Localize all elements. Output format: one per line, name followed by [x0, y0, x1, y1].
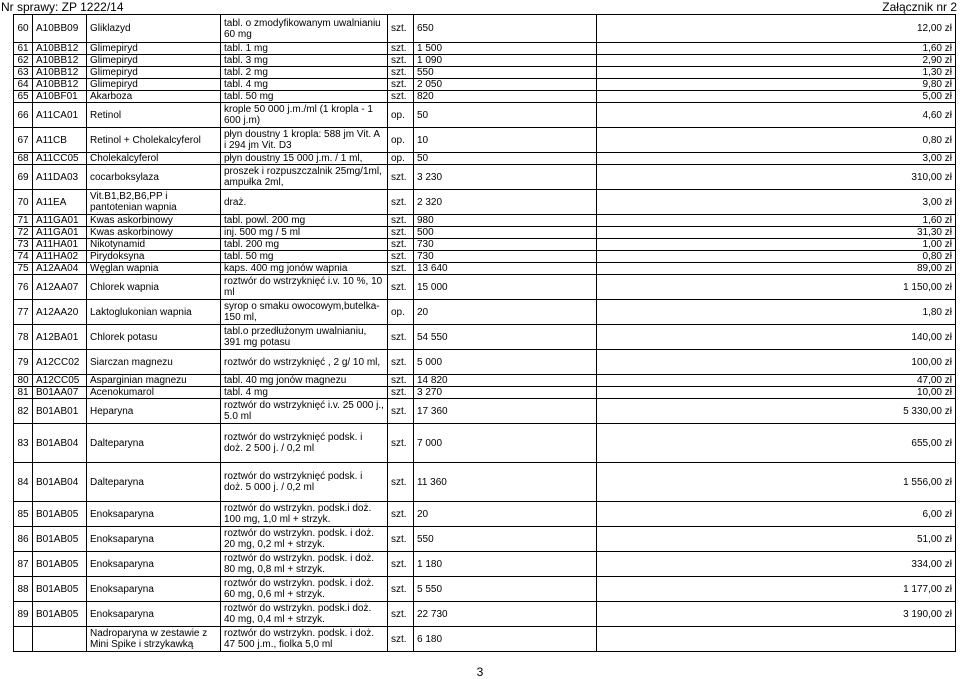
- table-row: [14, 627, 956, 652]
- drug-name-cell: Enoksaparyna: [87, 577, 221, 602]
- unit-cell: szt.: [388, 424, 414, 463]
- table-row: [14, 79, 956, 91]
- table-row: [14, 103, 956, 128]
- drug-name-cell: Retinol + Cholekalcyferol: [87, 128, 221, 153]
- unit-cell: szt.: [388, 602, 414, 627]
- table-row: [14, 602, 956, 627]
- row-number-cell: 76: [14, 275, 33, 300]
- unit-price-cell: 100,00 zł: [597, 350, 956, 375]
- drug-name-cell: Enoksaparyna: [87, 552, 221, 577]
- row-number-cell: 77: [14, 300, 33, 325]
- drug-name-cell: Glimepiryd: [87, 55, 221, 67]
- quantity-cell: 730: [414, 239, 597, 251]
- drug-form-cell: płyn doustny 15 000 j.m. / 1 ml,: [221, 153, 388, 165]
- table-body: [14, 15, 956, 652]
- row-number-cell: 65: [14, 91, 33, 103]
- drug-name-cell: Dalteparyna: [87, 463, 221, 502]
- unit-price-cell: 310,00 zł: [597, 165, 956, 190]
- row-number-cell: 63: [14, 67, 33, 79]
- unit-cell: szt.: [388, 463, 414, 502]
- unit-price-cell: [597, 627, 956, 652]
- drug-form-cell: tabl. 4 mg: [221, 387, 388, 399]
- drug-form-cell: tabl. 4 mg: [221, 79, 388, 91]
- drug-form-cell: roztwór do wstrzyknięć i.v. 10 %, 10 ml: [221, 275, 388, 300]
- drug-form-cell: tabl.o przedłużonym uwalnianiu, 391 mg potasu: [221, 325, 388, 350]
- table-row: [14, 527, 956, 552]
- atc-code-cell: A12AA20: [33, 300, 87, 325]
- unit-cell: szt.: [388, 239, 414, 251]
- atc-code-cell: B01AB01: [33, 399, 87, 424]
- unit-price-cell: 1,30 zł: [597, 67, 956, 79]
- quantity-cell: 7 000: [414, 424, 597, 463]
- quantity-cell: 10: [414, 128, 597, 153]
- atc-code-cell: A11EA: [33, 190, 87, 215]
- drug-name-cell: Enoksaparyna: [87, 527, 221, 552]
- unit-price-cell: 4,60 zł: [597, 103, 956, 128]
- unit-cell: szt.: [388, 502, 414, 527]
- quantity-cell: 3 230: [414, 165, 597, 190]
- quantity-cell: 17 360: [414, 399, 597, 424]
- unit-price-cell: 6,00 zł: [597, 502, 956, 527]
- table-row: [14, 300, 956, 325]
- atc-code-cell: A12AA07: [33, 275, 87, 300]
- drug-form-cell: tabl. 50 mg: [221, 251, 388, 263]
- drug-form-cell: roztwór do wstrzyknięć podsk. i doż. 2 500 j. / 0,2 ml: [221, 424, 388, 463]
- quantity-cell: 980: [414, 215, 597, 227]
- unit-cell: szt.: [388, 251, 414, 263]
- atc-code-cell: B01AB04: [33, 424, 87, 463]
- unit-cell: szt.: [388, 325, 414, 350]
- drug-name-cell: Kwas askorbinowy: [87, 215, 221, 227]
- unit-cell: szt.: [388, 375, 414, 387]
- unit-cell: szt.: [388, 43, 414, 55]
- atc-code-cell: A12BA01: [33, 325, 87, 350]
- quantity-cell: 1 090: [414, 55, 597, 67]
- quantity-cell: 730: [414, 251, 597, 263]
- quantity-cell: 1 180: [414, 552, 597, 577]
- table-row: [14, 15, 956, 43]
- drug-name-cell: Węglan wapnia: [87, 263, 221, 275]
- quantity-cell: 6 180: [414, 627, 597, 652]
- quantity-cell: 650: [414, 15, 597, 43]
- row-number-cell: 62: [14, 55, 33, 67]
- table-row: [14, 91, 956, 103]
- quantity-cell: 820: [414, 91, 597, 103]
- row-number-cell: 61: [14, 43, 33, 55]
- unit-price-cell: 0,80 zł: [597, 251, 956, 263]
- quantity-cell: 1 500: [414, 43, 597, 55]
- unit-price-cell: 0,80 zł: [597, 128, 956, 153]
- atc-code-cell: B01AB05: [33, 577, 87, 602]
- row-number-cell: 60: [14, 15, 33, 43]
- drug-form-cell: roztwór do wstrzyknięć podsk. i doż. 5 000 j. / 0,2 ml: [221, 463, 388, 502]
- drug-name-cell: Chlorek potasu: [87, 325, 221, 350]
- table-row: [14, 67, 956, 79]
- table-row: [14, 552, 956, 577]
- unit-cell: szt.: [388, 627, 414, 652]
- unit-price-cell: 89,00 zł: [597, 263, 956, 275]
- drug-form-cell: roztwór do wstrzykn. podsk. i doż. 80 mg, 0,8 ml + strzyk.: [221, 552, 388, 577]
- drug-name-cell: Glimepiryd: [87, 79, 221, 91]
- drug-name-cell: Enoksaparyna: [87, 502, 221, 527]
- drug-form-cell: inj. 500 mg / 5 ml: [221, 227, 388, 239]
- unit-cell: op.: [388, 300, 414, 325]
- row-number-cell: 71: [14, 215, 33, 227]
- drug-name-cell: cocarboksylaza: [87, 165, 221, 190]
- row-number-cell: 80: [14, 375, 33, 387]
- unit-price-cell: 1,60 zł: [597, 215, 956, 227]
- table-row: [14, 215, 956, 227]
- row-number-cell: 85: [14, 502, 33, 527]
- table-row: [14, 399, 956, 424]
- table-row: [14, 227, 956, 239]
- atc-code-cell: B01AB05: [33, 602, 87, 627]
- unit-price-cell: 12,00 zł: [597, 15, 956, 43]
- atc-code-cell: A11CB: [33, 128, 87, 153]
- unit-cell: szt.: [388, 165, 414, 190]
- drug-form-cell: tabl. powl. 200 mg: [221, 215, 388, 227]
- unit-price-cell: 47,00 zł: [597, 375, 956, 387]
- drug-name-cell: Enoksaparyna: [87, 602, 221, 627]
- row-number-cell: 69: [14, 165, 33, 190]
- atc-code-cell: A10BB09: [33, 15, 87, 43]
- page-number: 3: [476, 665, 484, 679]
- drug-name-cell: Asparginian magnezu: [87, 375, 221, 387]
- quantity-cell: 11 360: [414, 463, 597, 502]
- drug-form-cell: draż.: [221, 190, 388, 215]
- row-number-cell: 74: [14, 251, 33, 263]
- atc-code-cell: B01AB05: [33, 502, 87, 527]
- table-row: [14, 43, 956, 55]
- drug-form-cell: kaps. 400 mg jonów wapnia: [221, 263, 388, 275]
- quantity-cell: 22 730: [414, 602, 597, 627]
- quantity-cell: 20: [414, 300, 597, 325]
- medicines-table: [13, 14, 956, 652]
- drug-name-cell: Dalteparyna: [87, 424, 221, 463]
- table-row: [14, 165, 956, 190]
- row-number-cell: 79: [14, 350, 33, 375]
- unit-price-cell: 5 330,00 zł: [597, 399, 956, 424]
- unit-cell: szt.: [388, 79, 414, 91]
- drug-name-cell: Siarczan magnezu: [87, 350, 221, 375]
- drug-name-cell: Glimepiryd: [87, 67, 221, 79]
- quantity-cell: 2 050: [414, 79, 597, 91]
- table-row: [14, 275, 956, 300]
- unit-price-cell: 1,80 zł: [597, 300, 956, 325]
- drug-name-cell: Gliklazyd: [87, 15, 221, 43]
- drug-name-cell: Glimepiryd: [87, 43, 221, 55]
- drug-name-cell: Nikotynamid: [87, 239, 221, 251]
- atc-code-cell: A10BB12: [33, 55, 87, 67]
- atc-code-cell: B01AB04: [33, 463, 87, 502]
- unit-cell: szt.: [388, 55, 414, 67]
- table-row: [14, 128, 956, 153]
- table-row: [14, 325, 956, 350]
- unit-cell: szt.: [388, 215, 414, 227]
- unit-price-cell: 9,80 zł: [597, 79, 956, 91]
- quantity-cell: 13 640: [414, 263, 597, 275]
- unit-price-cell: 5,00 zł: [597, 91, 956, 103]
- quantity-cell: 500: [414, 227, 597, 239]
- unit-cell: op.: [388, 128, 414, 153]
- row-number-cell: 68: [14, 153, 33, 165]
- row-number-cell: 66: [14, 103, 33, 128]
- drug-form-cell: roztwór do wstrzykn. podsk. i doż. 60 mg, 0,6 ml + strzyk.: [221, 577, 388, 602]
- unit-cell: szt.: [388, 15, 414, 43]
- row-number-cell: 88: [14, 577, 33, 602]
- drug-name-cell: Vit.B1,B2,B6,PP i pantotenian wapnia: [87, 190, 221, 215]
- unit-price-cell: 3,00 zł: [597, 153, 956, 165]
- drug-name-cell: Cholekalcyferol: [87, 153, 221, 165]
- drug-form-cell: syrop o smaku owocowym,butelka-150 ml,: [221, 300, 388, 325]
- quantity-cell: 15 000: [414, 275, 597, 300]
- unit-price-cell: 140,00 zł: [597, 325, 956, 350]
- unit-price-cell: 334,00 zł: [597, 552, 956, 577]
- row-number-cell: 75: [14, 263, 33, 275]
- row-number-cell: 73: [14, 239, 33, 251]
- drug-form-cell: roztwór do wstrzykn. podsk.i doż. 100 mg, 1,0 ml + strzyk.: [221, 502, 388, 527]
- unit-cell: szt.: [388, 190, 414, 215]
- drug-form-cell: krople 50 000 j.m./ml (1 kropla - 1 600 j.m): [221, 103, 388, 128]
- unit-price-cell: 31,30 zł: [597, 227, 956, 239]
- unit-price-cell: 655,00 zł: [597, 424, 956, 463]
- drug-form-cell: tabl. 3 mg: [221, 55, 388, 67]
- atc-code-cell: A11GA01: [33, 215, 87, 227]
- unit-cell: szt.: [388, 263, 414, 275]
- row-number-cell: 72: [14, 227, 33, 239]
- unit-cell: szt.: [388, 350, 414, 375]
- unit-price-cell: 3 190,00 zł: [597, 602, 956, 627]
- drug-name-cell: Retinol: [87, 103, 221, 128]
- drug-name-cell: Nadroparyna w zestawie z Mini Spike i strzykawką: [87, 627, 221, 652]
- drug-name-cell: Acenokumarol: [87, 387, 221, 399]
- quantity-cell: 550: [414, 527, 597, 552]
- drug-name-cell: Pirydoksyna: [87, 251, 221, 263]
- unit-cell: szt.: [388, 275, 414, 300]
- table-row: [14, 263, 956, 275]
- drug-form-cell: tabl. 40 mg jonów magnezu: [221, 375, 388, 387]
- unit-cell: szt.: [388, 227, 414, 239]
- quantity-cell: 14 820: [414, 375, 597, 387]
- drug-name-cell: Laktoglukonian wapnia: [87, 300, 221, 325]
- unit-cell: szt.: [388, 67, 414, 79]
- unit-price-cell: 1 177,00 zł: [597, 577, 956, 602]
- drug-name-cell: Chlorek wapnia: [87, 275, 221, 300]
- quantity-cell: 50: [414, 103, 597, 128]
- drug-form-cell: proszek i rozpuszczalnik 25mg/1ml, ampułka 2ml,: [221, 165, 388, 190]
- drug-form-cell: tabl. o zmodyfikowanym uwalnianiu 60 mg: [221, 15, 388, 43]
- unit-price-cell: 1,60 zł: [597, 43, 956, 55]
- drug-name-cell: Kwas askorbinowy: [87, 227, 221, 239]
- drug-form-cell: płyn doustny 1 kropla: 588 jm Vit. A i 294 jm Vit. D3: [221, 128, 388, 153]
- unit-price-cell: 1 556,00 zł: [597, 463, 956, 502]
- attachment-label: Załącznik nr 2: [882, 0, 957, 14]
- atc-code-cell: A10BB12: [33, 79, 87, 91]
- row-number-cell: 67: [14, 128, 33, 153]
- atc-code-cell: A11DA03: [33, 165, 87, 190]
- drug-form-cell: roztwór do wstrzykn. podsk. i doż. 20 mg, 0,2 ml + strzyk.: [221, 527, 388, 552]
- table-row: [14, 387, 956, 399]
- quantity-cell: 5 000: [414, 350, 597, 375]
- atc-code-cell: A10BB12: [33, 43, 87, 55]
- atc-code-cell: A12CC02: [33, 350, 87, 375]
- row-number-cell: 64: [14, 79, 33, 91]
- unit-cell: op.: [388, 153, 414, 165]
- drug-form-cell: tabl. 2 mg: [221, 67, 388, 79]
- table-row: [14, 463, 956, 502]
- unit-cell: szt.: [388, 387, 414, 399]
- atc-code-cell: A10BF01: [33, 91, 87, 103]
- unit-price-cell: 10,00 zł: [597, 387, 956, 399]
- quantity-cell: 54 550: [414, 325, 597, 350]
- drug-form-cell: tabl. 50 mg: [221, 91, 388, 103]
- atc-code-cell: A11HA02: [33, 251, 87, 263]
- atc-code-cell: A11CC05: [33, 153, 87, 165]
- atc-code-cell: A11HA01: [33, 239, 87, 251]
- table-row: [14, 375, 956, 387]
- quantity-cell: 50: [414, 153, 597, 165]
- table-row: [14, 239, 956, 251]
- table-row: [14, 153, 956, 165]
- atc-code-cell: [33, 627, 87, 652]
- drug-form-cell: roztwór do wstrzykn. podsk. i doż. 47 500 j.m., fiolka 5,0 ml: [221, 627, 388, 652]
- table-row: [14, 577, 956, 602]
- unit-cell: szt.: [388, 527, 414, 552]
- atc-code-cell: A12CC05: [33, 375, 87, 387]
- row-number-cell: 87: [14, 552, 33, 577]
- page-header: [0, 0, 960, 14]
- row-number-cell: 84: [14, 463, 33, 502]
- atc-code-cell: A11GA01: [33, 227, 87, 239]
- unit-cell: szt.: [388, 577, 414, 602]
- unit-cell: op.: [388, 103, 414, 128]
- row-number-cell: 81: [14, 387, 33, 399]
- atc-code-cell: A10BB12: [33, 67, 87, 79]
- unit-price-cell: 3,00 zł: [597, 190, 956, 215]
- atc-code-cell: B01AB05: [33, 552, 87, 577]
- atc-code-cell: B01AA07: [33, 387, 87, 399]
- quantity-cell: 3 270: [414, 387, 597, 399]
- unit-cell: szt.: [388, 91, 414, 103]
- table-row: [14, 190, 956, 215]
- table-row: [14, 424, 956, 463]
- quantity-cell: 2 320: [414, 190, 597, 215]
- table-row: [14, 55, 956, 67]
- quantity-cell: 20: [414, 502, 597, 527]
- table-row: [14, 502, 956, 527]
- quantity-cell: 5 550: [414, 577, 597, 602]
- row-number-cell: 78: [14, 325, 33, 350]
- unit-price-cell: 1 150,00 zł: [597, 275, 956, 300]
- drug-form-cell: tabl. 1 mg: [221, 43, 388, 55]
- row-number-cell: 86: [14, 527, 33, 552]
- drug-form-cell: roztwór do wstrzyknięć , 2 g/ 10 ml,: [221, 350, 388, 375]
- drug-form-cell: roztwór do wstrzyknięć i.v. 25 000 j., 5.0 ml: [221, 399, 388, 424]
- row-number-cell: 70: [14, 190, 33, 215]
- row-number-cell: 82: [14, 399, 33, 424]
- row-number-cell: 89: [14, 602, 33, 627]
- unit-price-cell: 1,00 zł: [597, 239, 956, 251]
- row-number-cell: [14, 627, 33, 652]
- quantity-cell: 550: [414, 67, 597, 79]
- unit-cell: szt.: [388, 552, 414, 577]
- case-number: Nr sprawy: ZP 1222/14: [1, 0, 124, 14]
- drug-form-cell: roztwór do wstrzykn. podsk.i doż. 40 mg, 0,4 ml + strzyk.: [221, 602, 388, 627]
- table-row: [14, 251, 956, 263]
- atc-code-cell: A12AA04: [33, 263, 87, 275]
- drug-name-cell: Akarboza: [87, 91, 221, 103]
- unit-price-cell: 51,00 zł: [597, 527, 956, 552]
- table-row: [14, 350, 956, 375]
- atc-code-cell: B01AB05: [33, 527, 87, 552]
- drug-form-cell: tabl. 200 mg: [221, 239, 388, 251]
- row-number-cell: 83: [14, 424, 33, 463]
- drug-name-cell: Heparyna: [87, 399, 221, 424]
- unit-price-cell: 2,90 zł: [597, 55, 956, 67]
- unit-cell: szt.: [388, 399, 414, 424]
- atc-code-cell: A11CA01: [33, 103, 87, 128]
